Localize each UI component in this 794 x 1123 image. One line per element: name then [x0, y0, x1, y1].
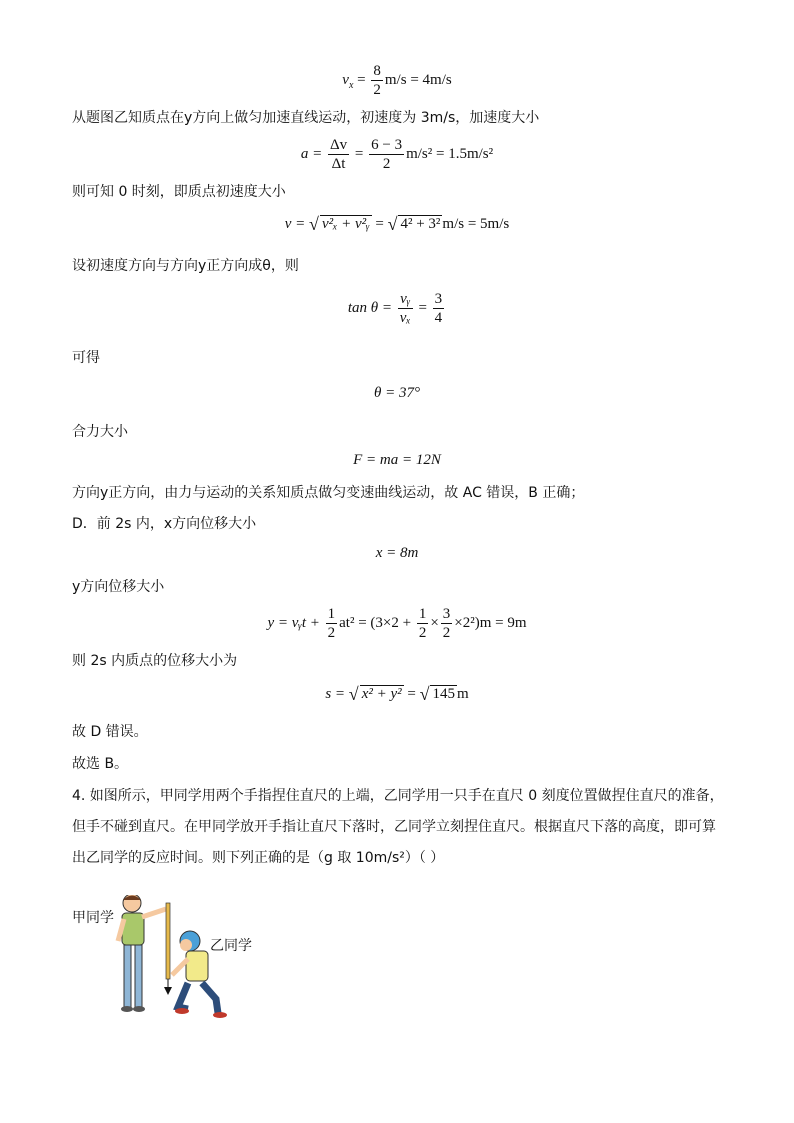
radical-icon: √	[387, 214, 398, 234]
eq-v-inner1: v²ₓ + v²ᵧ	[321, 216, 370, 232]
equation-tan: tan θ = $\frac{\text{vᵧ}}{\text{vₓ}}$ = $\frac{3}{4}$	[347, 291, 443, 326]
eq-a-frac2	[369, 136, 404, 173]
eq-vx-lhs: v	[342, 71, 349, 88]
para-7: D．前 2s 内，x方向位移大小	[72, 516, 257, 532]
equation-theta: θ = 37°	[374, 385, 420, 401]
equation-s	[0, 684, 794, 705]
eq-y-lhs: y = vᵧt +	[267, 614, 320, 631]
para-11: 故选 B。	[72, 756, 129, 772]
eq-tan-den2: 4	[434, 310, 443, 326]
para-9: 则 2s 内质点的位移大小为	[72, 653, 238, 669]
eq-s-inner2: 145	[432, 686, 455, 702]
eq-s-inner1: x² + y²	[361, 686, 402, 702]
student-jia-icon	[118, 895, 166, 1012]
eq-tan-lhs: tan θ =	[347, 299, 393, 316]
eq-v-rest: m/s = 5m/s	[442, 216, 510, 232]
eq-v-lhs: v =	[284, 216, 306, 232]
para-4: 可得	[72, 350, 100, 366]
para-5: 合力大小	[72, 424, 128, 440]
para-1: 从题图乙知质点在y方向上做匀加速直线运动，初速度为 3m/s，加速度大小	[72, 110, 540, 126]
eq-tan-den1: vₓ	[399, 310, 411, 326]
eq-y-num2: 1	[418, 606, 427, 622]
ruler-icon	[166, 903, 170, 979]
eq-tan-frac1	[398, 290, 413, 327]
para-6: 方向y正方向，由力与运动的关系知质点做匀变速曲线运动，故 AC 错误，B 正确；	[72, 485, 585, 501]
para-2: 则可知 0 时刻，即质点初速度大小	[72, 184, 286, 200]
equation-v: v = √ v²ₓ + v²ᵧ = √ 4² + 3² m/s = 5m/s	[284, 214, 510, 234]
question-4-line-1: 4. 如图所示，甲同学用两个手指捏住直尺的上端，乙同学用一只手在直尺 0 刻度位置做捏住直尺的准备，	[72, 788, 724, 804]
label-yi-student: 乙同学	[210, 938, 252, 954]
radical-icon: √	[348, 684, 359, 704]
label-jia-student: 甲同学	[72, 910, 114, 926]
eq-y-den2: 2	[418, 625, 427, 641]
eq-s-mid: =	[407, 686, 416, 702]
equation-vx: $v_x$ = $\frac{8}{2}$ m/s = 4m/s	[342, 63, 452, 98]
eq-y-frac1	[326, 605, 338, 642]
question-4-line-3: 出乙同学的反应时间。则下列正确的是（g 取 10m/s²）（ ）	[72, 850, 445, 866]
eq-a-rest: m/s² = 1.5m/s²	[406, 145, 494, 162]
eq-y-frac3	[441, 605, 453, 642]
radical-icon: √	[309, 214, 319, 234]
para-10: 故 D 错误。	[72, 724, 148, 740]
eq-y-den3: 2	[442, 625, 451, 641]
eq-tan-num1: vᵧ	[398, 290, 413, 309]
eq-tan-frac2	[433, 290, 445, 327]
eq-y-frac2	[417, 605, 429, 642]
question-4-line-2: 但手不碰到直尺。在甲同学放开手指让直尺下落时，乙同学立刻捏住直尺。根据直尺下落的高度，即可算	[72, 819, 716, 835]
eq-vx-rest: m/s = 4m/s	[384, 71, 452, 88]
para-8: y方向位移大小	[72, 579, 165, 595]
ruler-experiment-figure	[70, 895, 270, 1025]
eq-y-num1: 1	[327, 606, 336, 622]
equation-F: F = ma = 12N	[353, 452, 441, 468]
eq-a-frac1	[328, 136, 349, 173]
eq-vx-sub: x	[348, 79, 354, 91]
eq-vx-frac	[371, 62, 383, 99]
equation-y	[0, 605, 794, 642]
down-arrow-icon	[164, 987, 172, 995]
radical-icon: √	[419, 684, 430, 704]
students-illustration	[70, 895, 270, 1025]
eq-y-times: ×	[430, 614, 439, 631]
eq-vx-den: 2	[373, 82, 381, 98]
eq-s-rest: m	[456, 686, 469, 702]
eq-a-lhs: a =	[300, 145, 323, 162]
eq-v-inner2: 4² + 3²	[400, 216, 441, 232]
eq-a-den2: 2	[382, 156, 391, 172]
eq-tan-num2: 3	[434, 291, 443, 307]
eq-y-mid: at² = (3×2 +	[339, 614, 412, 631]
equation-x: x = 8m	[375, 545, 419, 561]
eq-a-num2: 6 − 3	[371, 137, 403, 153]
eq-y-num3: 3	[442, 606, 451, 622]
eq-y-den1: 2	[327, 625, 336, 641]
eq-y-rest: ×2²)m = 9m	[454, 614, 527, 631]
student-yi-icon	[172, 931, 227, 1018]
para-3: 设初速度方向与方向y正方向成θ，则	[72, 258, 299, 274]
equation-a: a = $\frac{\Delta v}{\Delta t}$ = $\frac{6 - 3}{2}$ m/s² = 1.5m/s²	[300, 137, 494, 172]
eq-vx-num: 8	[373, 63, 381, 79]
eq-a-num1: Δv	[329, 137, 348, 153]
eq-s-lhs: s =	[325, 686, 346, 702]
eq-a-den1: Δt	[331, 156, 346, 172]
